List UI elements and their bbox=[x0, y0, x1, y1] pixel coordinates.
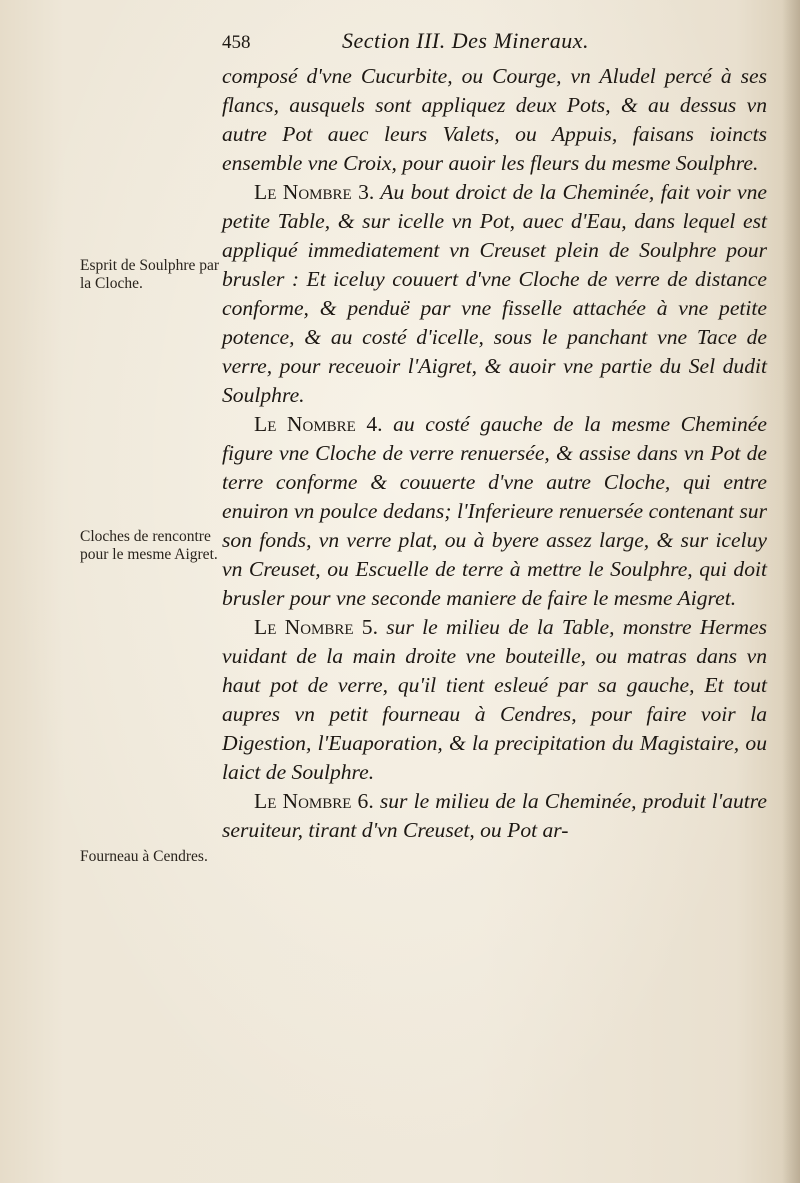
paragraph-nombre-5 bbox=[222, 613, 767, 787]
margin-note-fourneau: Fourneau à Cendres. bbox=[80, 848, 208, 865]
paragraph-text: composé d'vne Cucurbite, ou Courge, vn Aludel percé à ses flancs, ausquels sont appliquez deux Pots, & au dessus vn autre Pot auec leurs Valets, ou Appuis, faisans ioincts ensemble vne Croix, pour auoir les fleurs du mesme Soulphre. bbox=[222, 64, 767, 175]
paragraph-text: au costé gauche de la mesme Cheminée figure vne Cloche de verre renuersée, & assise dans vn Pot de terre conforme & couuerte d'vne autre Cloche, qui entre enuiron vn poulce dedans; l'Inferieure renuersée contenant sur son fonds, vn verre plat, ou à byere assez large, & sur iceluy vn Creuset, ou Escuelle de terre à mettre le Soulphre, qui doit brusler pour vne seconde maniere de faire le mesme Aigret. bbox=[222, 412, 767, 610]
paragraph-continuation bbox=[222, 62, 767, 178]
paragraph-text: sur le milieu de la Cheminée, produit l'autre seruiteur, tirant d'vn Creuset, ou Pot ar- bbox=[222, 789, 767, 842]
page-number: 458 bbox=[222, 32, 251, 53]
margin-note-cloches: Cloches de rencontre pour le mesme Aigret. bbox=[80, 528, 218, 563]
paragraph-nombre-3 bbox=[222, 178, 767, 410]
running-title: Section III. Des Mineraux. bbox=[342, 28, 589, 53]
paragraph-label: Le Nombre 4. bbox=[254, 412, 383, 436]
paragraph-nombre-6 bbox=[222, 787, 767, 845]
paragraph-text: Au bout droict de la Cheminée, fait voir vne petite Table, & sur icelle vn Pot, auec d'Eau, dans lequel est appliqué immediatement vn Creuset plein de Soulphre pour brusler : Et iceluy couuert d'vne Cloche de verre de distance conforme, & penduë par vne fisselle attachée à vne petite potence, & au costé d'icelle, sous le panchant vne Tace de verre, pour receuoir l'Aigret, & auoir vne partie du Sel dudit Soulphre. bbox=[222, 180, 767, 407]
paragraph-label: Le Nombre 5. bbox=[254, 615, 379, 639]
paragraph-label: Le Nombre 6. bbox=[254, 789, 374, 813]
margin-note-esprit-de-soulphre: Esprit de Soulphre par la Cloche. bbox=[80, 257, 220, 292]
body-text bbox=[222, 62, 767, 845]
paragraph-nombre-4 bbox=[222, 410, 767, 613]
page-header bbox=[222, 28, 662, 64]
paragraph-label: Le Nombre 3. bbox=[254, 180, 375, 204]
paragraph-text: sur le milieu de la Table, monstre Hermes vuidant de la main droite vne bouteille, ou matras dans vn haut pot de verre, qu'il tient esleué par sa gauche, Et tout aupres vn petit fourneau à Cendres, pour faire voir la Digestion, l'Euaporation, & la precipitation du Magistaire, ou laict de Soulphre. bbox=[222, 615, 767, 784]
